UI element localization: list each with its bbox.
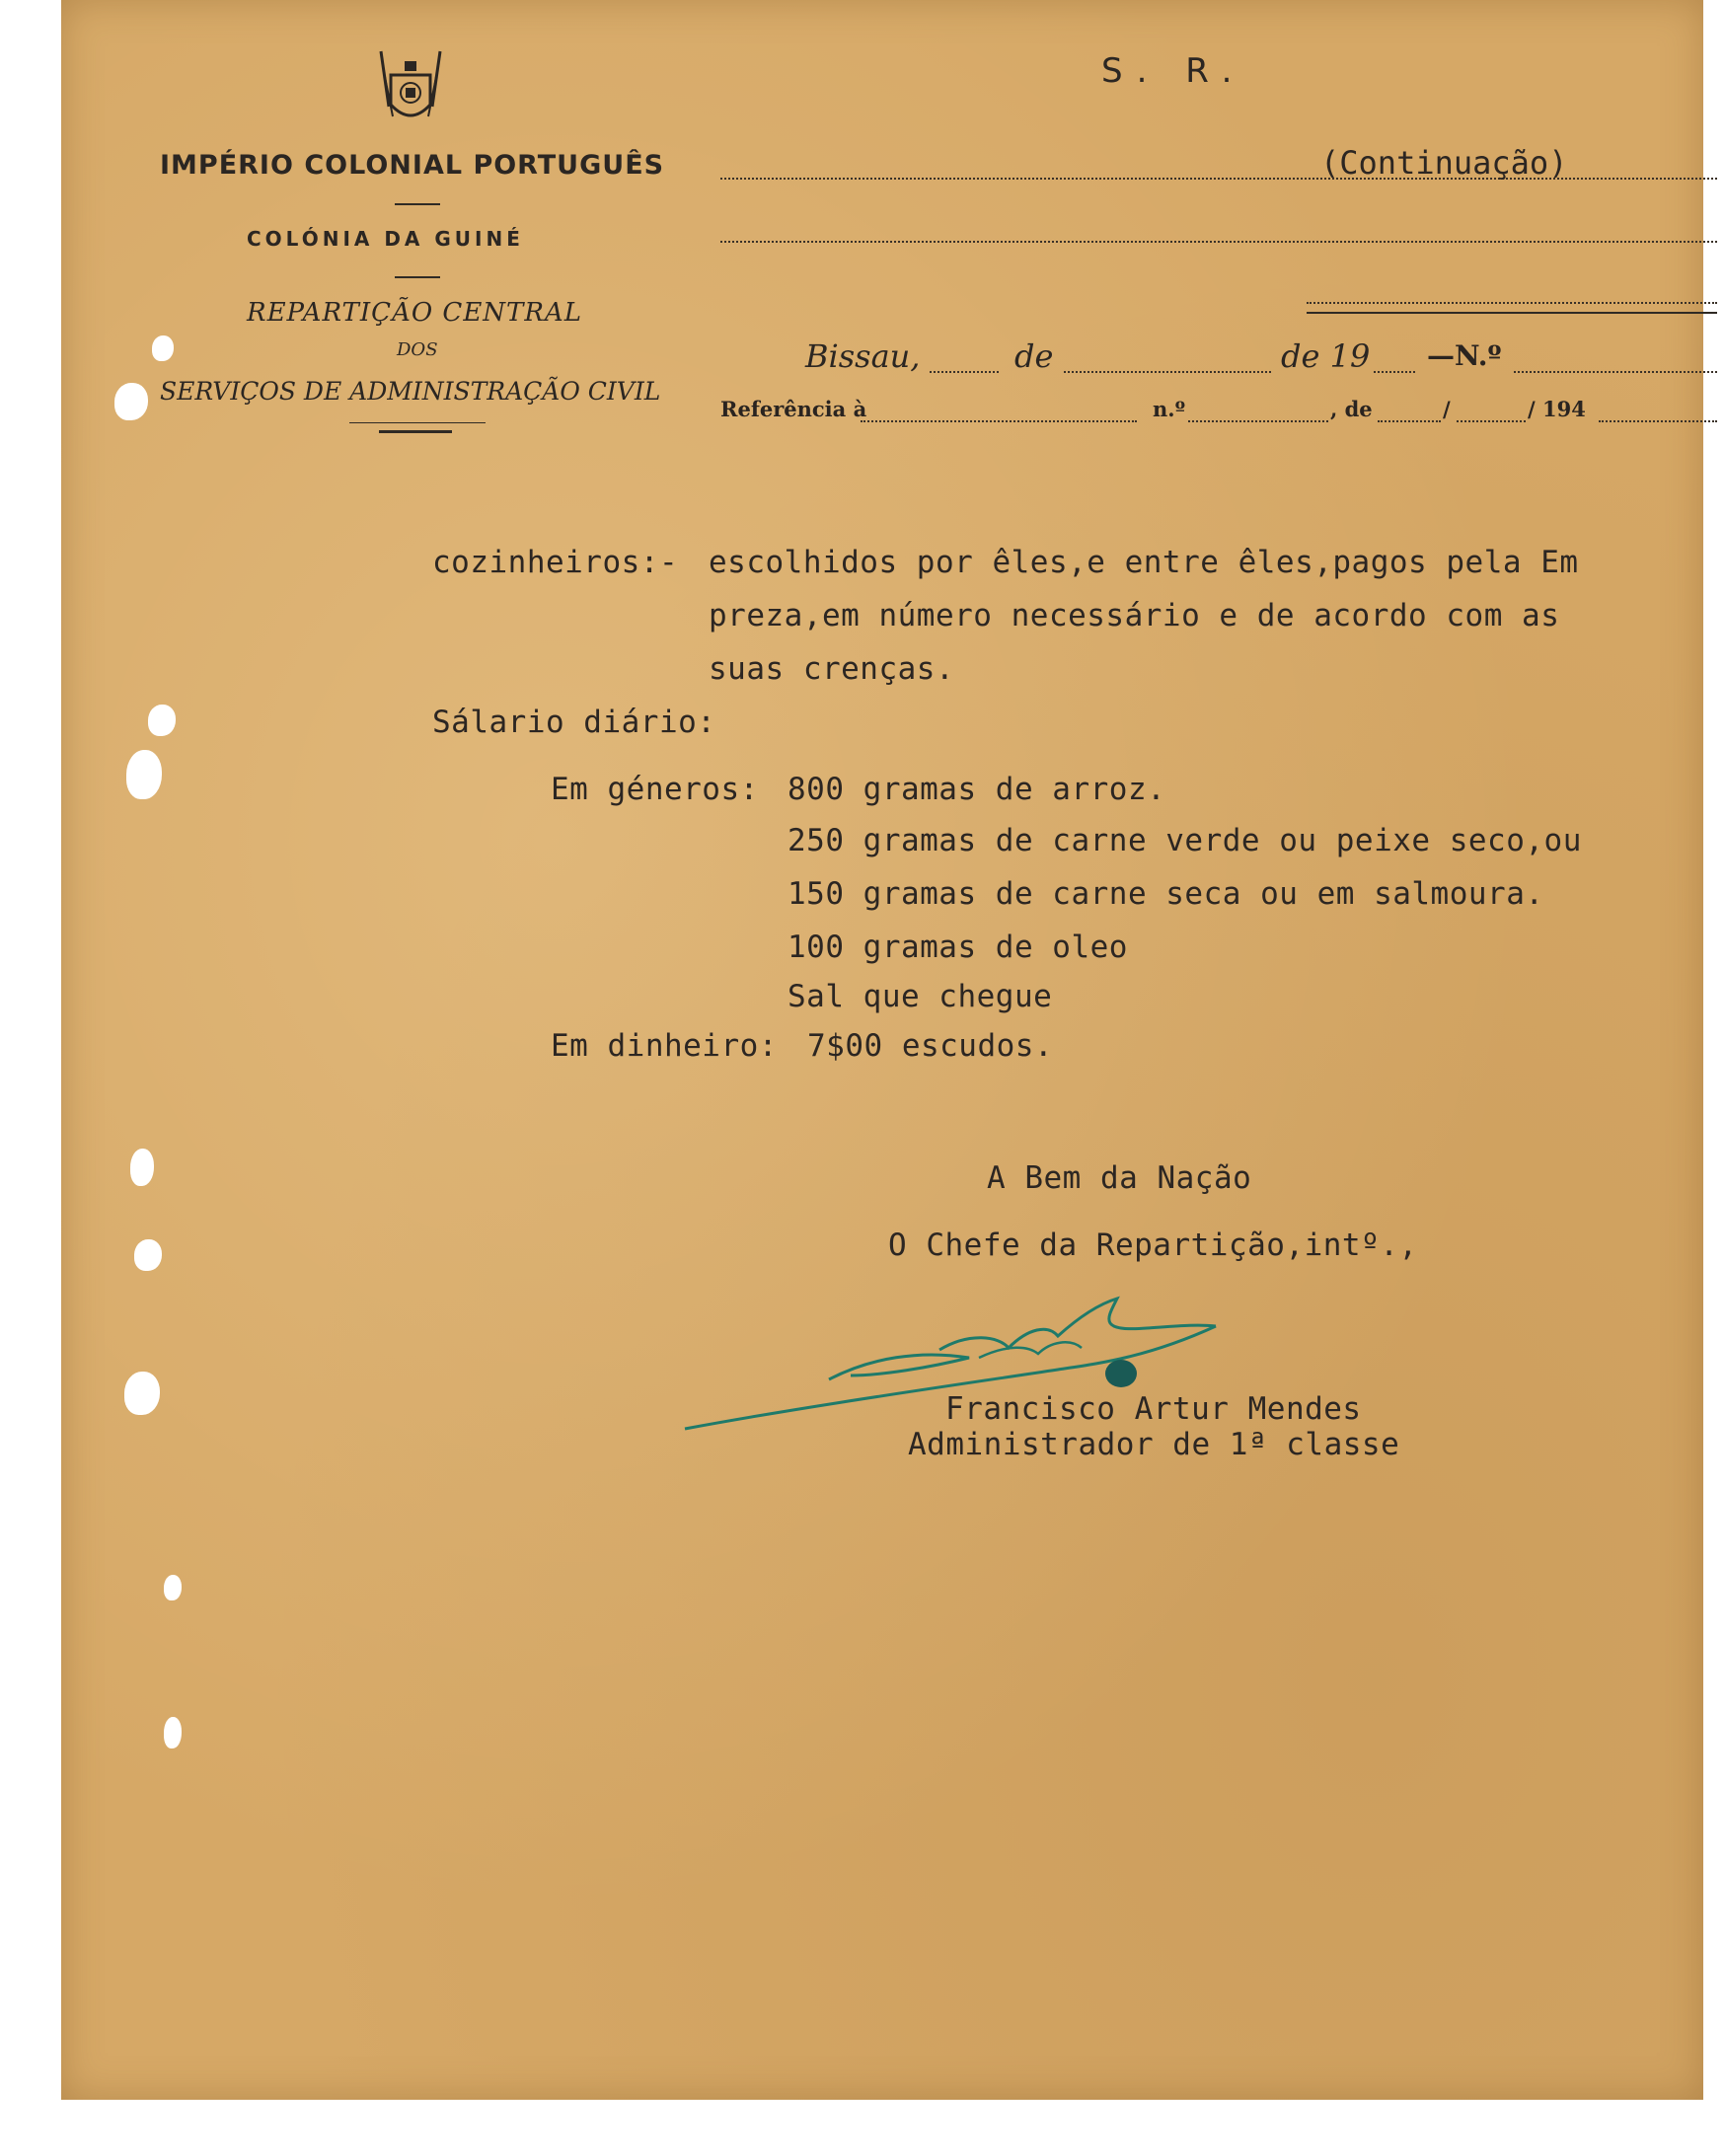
money-value: 7$00 escudos.: [807, 1028, 1054, 1064]
number-field: [1514, 371, 1717, 373]
body-line-2: preza,em número necessário e de acordo com as: [709, 598, 1560, 633]
binder-hole: [124, 1372, 160, 1415]
goods-item: 100 gramas de oleo: [788, 929, 1128, 965]
coat-of-arms-emblem: [375, 47, 446, 136]
address-line-2: [720, 241, 1717, 243]
binder-hole: [164, 1575, 182, 1600]
goods-item: 150 gramas de carne seca ou em salmoura.: [788, 876, 1544, 912]
body-line-1: escolhidos por êles,e entre êles,pagos pela Em: [709, 545, 1579, 580]
reference-slash: /: [1443, 397, 1451, 421]
divider: [395, 276, 440, 278]
binder-hole: [114, 383, 148, 420]
signatory-name: Francisco Artur Mendes: [945, 1391, 1362, 1427]
place-label: Bissau,: [805, 337, 921, 375]
divider: [349, 422, 486, 423]
reference-year-field: [1599, 420, 1717, 422]
address-rule: [1307, 312, 1717, 314]
address-line-3: [1307, 302, 1717, 304]
reference-month-field: [1457, 420, 1526, 422]
reference-field: [861, 420, 1137, 422]
date-day-field: [930, 371, 999, 373]
signatory-title: Administrador de 1ª classe: [908, 1427, 1400, 1462]
binder-hole: [134, 1239, 162, 1271]
empire-heading: IMPÉRIO COLONIAL PORTUGUÊS: [160, 150, 665, 181]
reference-year-label: / 194: [1528, 397, 1586, 421]
department-line-3: SERVIÇOS DE ADMINISTRAÇÃO CIVIL: [160, 377, 661, 406]
goods-item: 250 gramas de carne verde ou peixe seco,ou: [788, 823, 1582, 858]
divider: [379, 430, 452, 433]
binder-hole: [126, 750, 162, 799]
reference-number-label: n.º: [1153, 397, 1186, 421]
reference-day-field: [1378, 420, 1441, 422]
number-label: —N.º: [1427, 339, 1502, 372]
department-line-2: DOS: [397, 339, 438, 360]
body-line-1-label: cozinheiros:-: [432, 545, 679, 580]
divider: [395, 203, 440, 205]
binder-hole: [130, 1149, 154, 1186]
date-de-label: de: [1014, 337, 1054, 375]
reference-label: Referência à: [720, 397, 867, 421]
date-year-field: [1374, 371, 1415, 373]
continuation-label: (Continuação): [1320, 144, 1568, 182]
address-line-1: [720, 178, 1717, 180]
goods-item: Sal que chegue: [788, 979, 1053, 1014]
goods-label: Em géneros:: [551, 772, 759, 807]
reference-date-label: , de: [1330, 397, 1373, 421]
colony-heading: COLÓNIA DA GUINÉ: [247, 227, 524, 251]
department-line-1: REPARTIÇÃO CENTRAL: [247, 298, 583, 328]
reference-number-field: [1188, 420, 1328, 422]
binder-hole: [148, 705, 176, 736]
chief-role: O Chefe da Repartição,intº.,: [888, 1227, 1418, 1263]
money-label: Em dinheiro:: [551, 1028, 778, 1064]
binder-hole: [164, 1717, 182, 1748]
salutation: A Bem da Nação: [987, 1160, 1252, 1196]
binder-hole: [152, 335, 174, 361]
date-year-label: de 19: [1281, 337, 1371, 375]
body-line-3: suas crenças.: [709, 651, 955, 687]
goods-item: 800 gramas de arroz.: [788, 772, 1166, 807]
letter-sheet: [61, 0, 1703, 2100]
salary-heading: Sálario diário:: [432, 705, 716, 740]
date-month-field: [1064, 371, 1271, 373]
sr-mark: S. R.: [1101, 51, 1246, 91]
